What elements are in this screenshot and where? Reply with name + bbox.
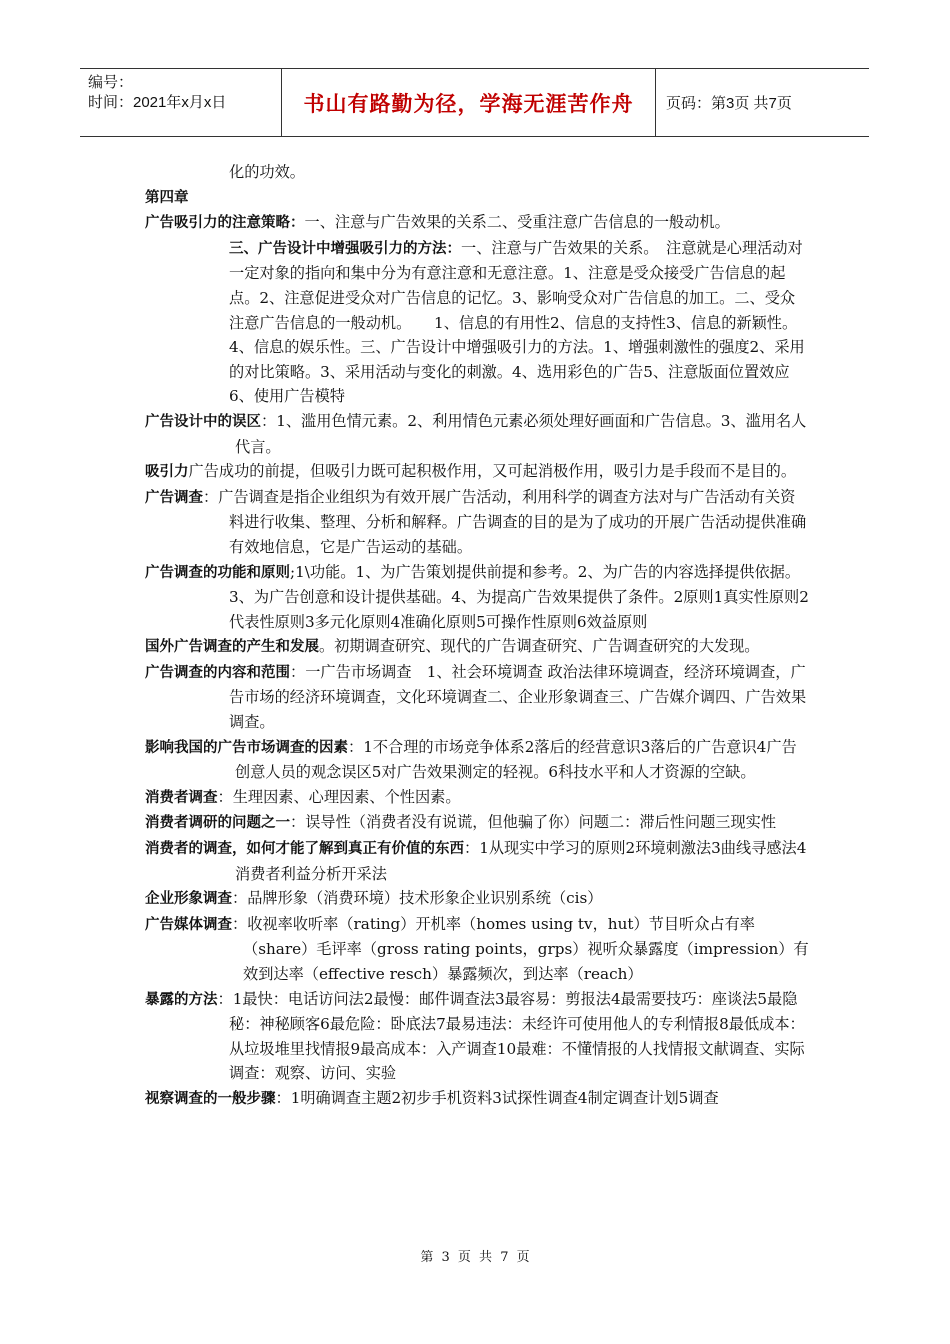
paragraph: 广告设计中的误区：1、滥用色情元素。2、利用情色元素必须处理好画面和广告信息。3、滥用名人代言。 [145, 411, 807, 456]
paragraph: 广告调查的内容和范围：一广告市场调查 1、社会环境调查 政治法律环境调查，经济环境调查，广告市场的经济环境调查，文化环境调查二、企业形象调查三、广告媒介调四、广告效果调查。 [145, 662, 807, 732]
page-header [80, 68, 869, 137]
page-footer: 第 3 页 共 7 页 [420, 1250, 530, 1265]
paragraph: 消费者的调查，如何才能了解到真正有价值的东西：1从现实中学习的原则2环境刺激法3曲线寻感法4消费者利益分析开采法 [145, 839, 807, 883]
time-label: 时间：2021年x月x日 [88, 94, 227, 111]
paragraph: 视察调查的一般步骤：1明确调查主题2初步手机资料3试探性调查4制定调查计划5调查 [145, 1088, 719, 1107]
chapter-heading: 第四章 [145, 189, 189, 206]
paragraph: 消费者调研的问题之一：误导性（消费者没有说谎，但他骗了你）问题二：滞后性问题三现实性 [145, 813, 776, 832]
number-label: 编号： [88, 74, 134, 91]
paragraph: 暴露的方法：1最快：电话访问法2最慢：邮件调查法3最容易：剪报法4最需要技巧：座谈法5最隐秘：神秘顾客6最危险：卧底法7最易违法：未经许可使用他人的专利情报8最低成本：从垃圾堆里找情报9最高成本：入产调查10最难：不懂情报的人找情报文献调查、实际调查：观察、访问、实验 [145, 989, 805, 1083]
paragraph: 三、广告设计中增强吸引力的方法：一、注意与广告效果的关系。 注意就是心理活动对一定对象的指向和集中分为有意注意和无意注意。1、注意是受众接受广告信息的起点。2、注意促进受众对广告信息的记忆。3、影响受众对广告信息的加工。二、受众注意广告信息的一般动机。 1、信息的有用性2、信息的支持性3、信息的新颖性。4、信息的娱乐性。三、广告设计中增强吸引力的方法。1、增强刺激性的强度2、采用的对比策略。3、采用活动与变化的刺激。4、选用彩色的广告5、注意版面位置效应6、使用广告模特 [229, 238, 805, 406]
header-meta [80, 69, 282, 136]
paragraph: 影响我国的广告市场调查的因素：1不合理的市场竞争体系2落后的经营意识3落后的广告意识4广告创意人员的观念误区5对广告效果测定的轻视。6科技水平和人才资源的空缺。 [145, 737, 797, 782]
paragraph: 广告媒体调查：收视率收听率（rating）开机率（homes using tv，hut）节目听众占有率（share）毛评率（gross rating points，grps）视听众暴露度（impression）有效到达率（effective resch）暴露频次，到达率（reach） [145, 914, 809, 983]
paragraph: 广告调查：广告调查是指企业组织为有效开展广告活动，利用科学的调查方法对与广告活动有关资料进行收集、整理、分析和解释。广告调查的目的是为了成功的开展广告活动提供准确有效地信息，它是广告运动的基础。 [145, 487, 807, 556]
paragraph: 化的功效。 [229, 163, 305, 181]
paragraph: 广告吸引力的注意策略：一、注意与广告效果的关系二、受重注意广告信息的一般动机。 [145, 213, 730, 232]
header-motto: 书山有路勤为径，学海无涯苦作舟 [282, 69, 656, 136]
paragraph: 企业形象调查：品牌形象（消费环境）技术形象企业识别系统（cis） [145, 889, 603, 908]
paragraph: 国外广告调查的产生和发展。初期调查研究、现代的广告调查研究、广告调查研究的大发现。 [145, 637, 760, 656]
paragraph: 吸引力广告成功的前提，但吸引力既可起积极作用，又可起消极作用，吸引力是手段而不是目的。 [145, 462, 796, 481]
header-page-info: 页码：第3页 共7页 [666, 95, 792, 112]
document-body [145, 160, 810, 1112]
paragraph: 广告调查的功能和原则;1\功能。1、为广告策划提供前提和参考。2、为广告的内容选择提供依据。3、为广告创意和设计提供基础。4、为提高广告效果提供了条件。2原则1真实性原则2代表性原则3多元化原则4准确化原则5可操作性原则6效益原则 [145, 562, 809, 631]
paragraph: 消费者调查：生理因素、心理因素、个性因素。 [145, 787, 461, 806]
